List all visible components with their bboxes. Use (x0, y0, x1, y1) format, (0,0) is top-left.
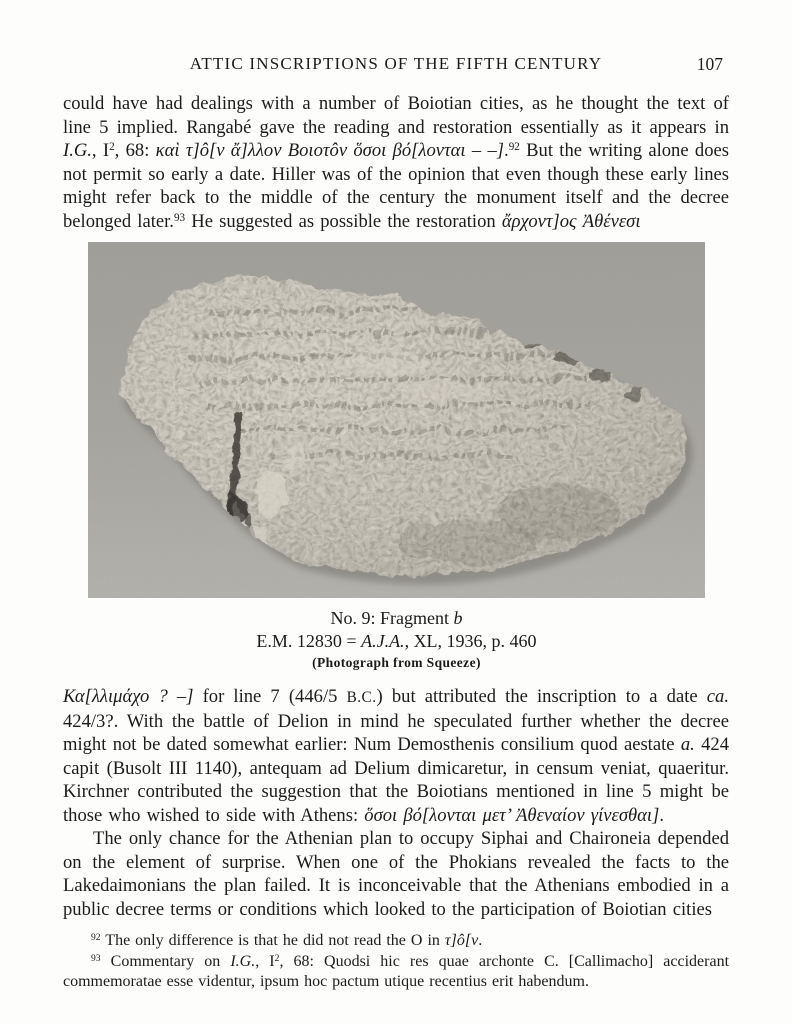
paragraph-3: The only chance for the Athenian plan to occupy Siphai and Chaironeia depended on the element of surprise. When one of the Phokians revealed the facts to the Lakedaimonians the plan failed. It is inconceivable that the Athenians embodied in a public decree terms or conditions which looked to the participation of Boiotian cities (63, 828, 729, 920)
page-number: 107 (696, 54, 723, 74)
caption-fragment-label: No. 9: Fragment b (330, 608, 463, 628)
running-head-title: ATTIC INSCRIPTIONS OF THE FIFTH CENTURY (189, 54, 603, 73)
footnotes-section (63, 931, 729, 993)
caption-photo-credit: (Photograph from Squeeze) (312, 655, 481, 670)
footnote-93: $^{93}$ Commentary on I.G., $I^2$, 68: Quodsi hic res quae archonte C. [Callimacho] acciderant commemoratae esse videntur, ipsum hoc pactum utique recentius erit habendum. (63, 952, 730, 990)
figure-caption (88, 607, 705, 673)
running-head (63, 54, 729, 76)
paragraph-1: could have had dealings with a number of Boiotian cities, as he thought the text of line 5 implied. Rangabé gave the reading and restoration essentially as it appears in I.G., $I^2$, 68: καὶ τ]ô[ν ἄ]λλον Βοιοτôν ὅσοι βό[λονται – –].$^{92}$ But the writing alone does not permit so early a date. Hiller was of the opinion that even though these early lines might refer back to the middle of the century the monument itself and the decree belonged later.$^{93}$ He suggested as possible the restoration ἄρχοντ]ος Ἀθένεσι (63, 93, 729, 232)
paragraph-2: Κα[λλιμάχο ? –] for line 7 (446/5 B.C.) but attributed the inscription to a date ca. 424/3?. With the battle of Delion in mind he speculated further whether the decree might not be dated somewhat earlier: Num Demosthenis consilium quod aestate a. 424 capit (Busolt III 1140), antequam ad Delium dimicaretur, in censum veniat, quaeritur. Kirchner contributed the suggestion that the Boiotians mentioned in line 5 might be those who wished to side with Athens: ὅσοι βό[λονται μετ’ Ἀθεναίον γίνεσθαι]. (63, 686, 730, 826)
caption-reference: E.M. 12830 = A.J.A., XL, 1936, p. 460 (256, 631, 537, 651)
squeeze-photograph-image (88, 242, 705, 598)
footnote-92: $^{92}$ The only difference is that he did not read the O in τ]ô[ν. (91, 932, 483, 949)
figure-squeeze (88, 242, 705, 673)
